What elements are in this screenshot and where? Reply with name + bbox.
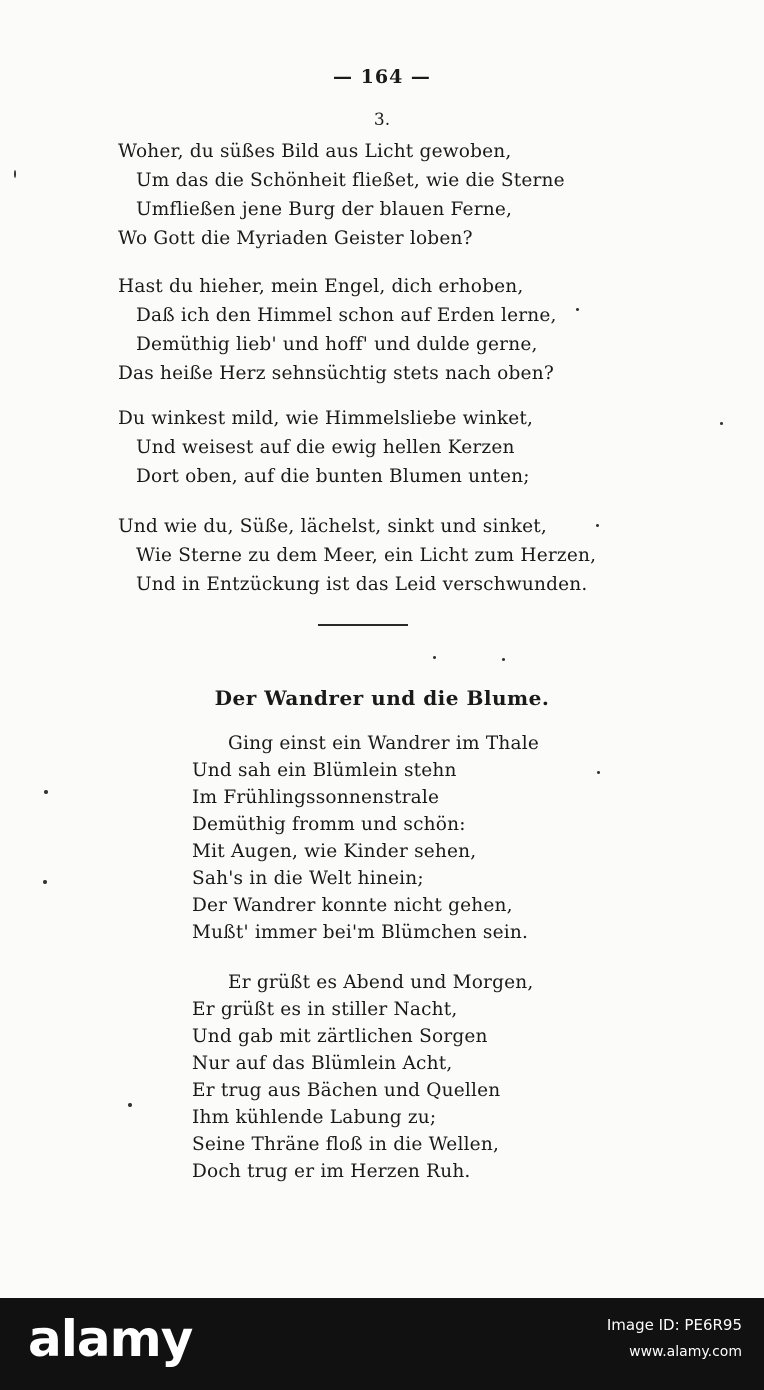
poem-line: Woher, du süßes Bild aus Licht gewoben, xyxy=(118,141,512,162)
watermark-url: www.alamy.com xyxy=(629,1344,742,1360)
poem-line: Sah's in die Welt hinein; xyxy=(192,868,424,889)
scan-speck xyxy=(720,422,723,425)
poem-line: Das heiße Herz sehnsüchtig stets nach oben? xyxy=(118,363,554,384)
watermark-banner xyxy=(0,1298,764,1390)
poem-line: Er grüßt es in stiller Nacht, xyxy=(192,999,458,1020)
watermark-info xyxy=(607,1316,742,1360)
poem-line: Um das die Schönheit fließet, wie die Sterne xyxy=(136,170,565,191)
poem-line: Und sah ein Blümlein stehn xyxy=(192,760,457,781)
poem-line: Daß ich den Himmel schon auf Erden lerne, xyxy=(136,305,557,326)
scan-speck xyxy=(597,771,600,774)
poem-line: Doch trug er im Herzen Ruh. xyxy=(192,1161,471,1182)
scan-speck xyxy=(43,880,47,884)
scan-speck xyxy=(596,524,599,527)
poem-title: Der Wandrer und die Blume. xyxy=(214,686,550,710)
poem-line: Er grüßt es Abend und Morgen, xyxy=(228,972,534,993)
poem-line: Wie Sterne zu dem Meer, ein Licht zum Herzen, xyxy=(136,545,597,566)
poem-line: Demüthig fromm und schön: xyxy=(192,814,466,835)
scan-speck xyxy=(14,170,16,178)
page-number: — 164 — xyxy=(333,66,431,88)
poem-line: Und weisest auf die ewig hellen Kerzen xyxy=(136,437,515,458)
poem-line: Demüthig lieb' und hoff' und dulde gerne, xyxy=(136,334,538,355)
poem-line: Ihm kühlende Labung zu; xyxy=(192,1107,437,1128)
poem-line: Seine Thräne floß in die Wellen, xyxy=(192,1134,500,1155)
poem-line: Und wie du, Süße, lächelst, sinkt und sinket, xyxy=(118,516,547,537)
scan-speck xyxy=(433,656,436,659)
scan-speck xyxy=(502,658,505,661)
poem-line: Er trug aus Bächen und Quellen xyxy=(192,1080,501,1101)
poem-line: Und gab mit zärtlichen Sorgen xyxy=(192,1026,488,1047)
scan-speck xyxy=(44,790,48,794)
poem-line: Nur auf das Blümlein Acht, xyxy=(192,1053,453,1074)
scan-speck xyxy=(576,308,579,311)
poem-line: Mußt' immer bei'm Blümchen sein. xyxy=(192,922,529,943)
section-divider xyxy=(318,624,408,626)
poem-line: Du winkest mild, wie Himmelsliebe winket, xyxy=(118,408,534,429)
poem-line: Umfließen jene Burg der blauen Ferne, xyxy=(136,199,513,220)
poem-line: Ging einst ein Wandrer im Thale xyxy=(228,733,539,754)
poem-line: Dort oben, auf die bunten Blumen unten; xyxy=(136,466,530,487)
poem-line: Und in Entzückung ist das Leid verschwunden. xyxy=(136,574,588,595)
poem-line: Hast du hieher, mein Engel, dich erhoben, xyxy=(118,276,524,297)
poem-line: Der Wandrer konnte nicht gehen, xyxy=(192,895,513,916)
scan-speck xyxy=(128,1103,132,1107)
poem-line: Im Frühlingssonnenstrale xyxy=(192,787,440,808)
poem-line: Mit Augen, wie Kinder sehen, xyxy=(192,841,477,862)
section-number: 3. xyxy=(373,110,391,130)
image-id: Image ID: PE6R95 xyxy=(606,1316,742,1334)
alamy-logo: alamy xyxy=(28,1310,193,1368)
poem-line: Wo Gott die Myriaden Geister loben? xyxy=(118,228,473,249)
